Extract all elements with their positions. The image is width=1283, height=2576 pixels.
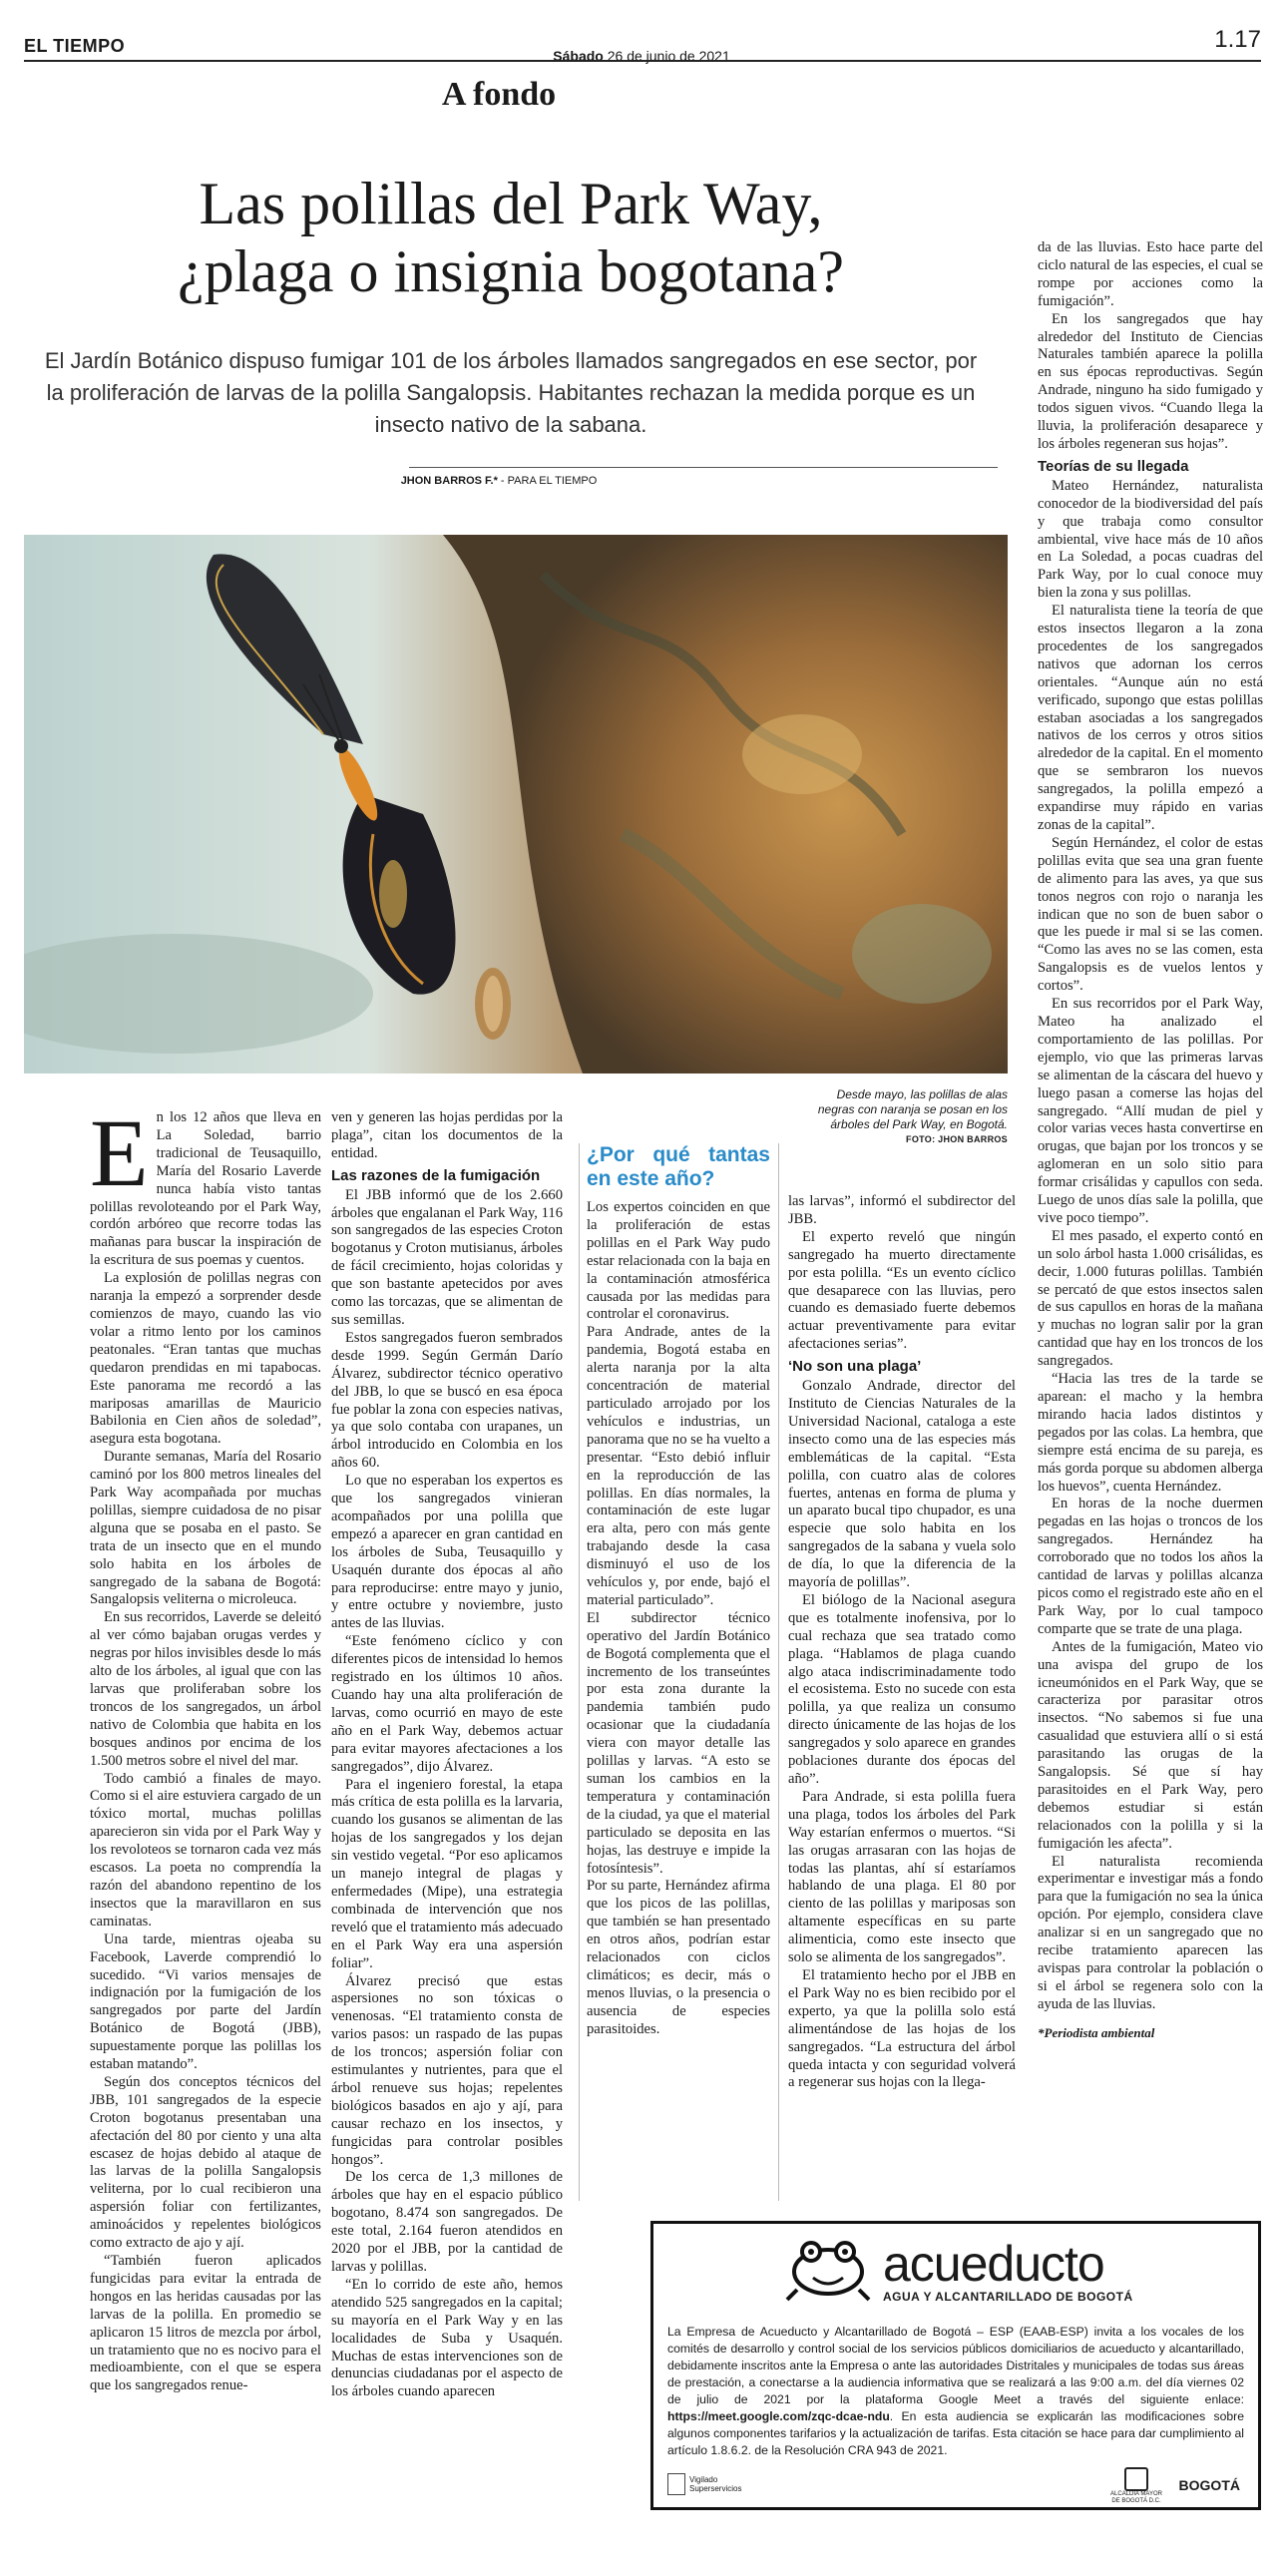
- alcaldia-label: ALCALDÍA MAYOR DE BOGOTÁ D.C.: [1110, 2491, 1162, 2504]
- alcaldia-seal: [1108, 2467, 1164, 2505]
- subheading: Las razones de la fumigación: [331, 1166, 541, 1184]
- paragraph: El tratamiento hecho por el JBB en el Park Way no es bien recibido por el experto, ya que la polilla solo está alimentándose de las hojas de los sangregados. “La estructura del árbol queda intacta y con seguridad volverá a regenerar sus hojas con la llega-: [788, 1966, 1016, 2091]
- ad-footer: [667, 2463, 1244, 2503]
- paragraph: Para el ingeniero forestal, la etapa más crítica de esta polilla es la larvaria, cuando los gusanos se alimentan de las hojas de los sangregados y los dejan sin vestido vegetal. “Por eso aplicamos un manejo integral de plagas y enfermedades (Mipe), una estrategia combinada de intervención que nos reveló que el tratamiento más adecuado en el Park Way era una aspersión foliar”.: [331, 1776, 563, 1971]
- paragraph: Lo que no esperaban los expertos es que los sangregados vinieran acompañados por una polilla que empezó a aparecer en gran cantidad en los árboles de Suba, Teusaquillo y Usaquén durante dos épocas al año para reproducirse: entre mayo y junio, y entre octubre y noviembre, justo antes de las lluvias.: [331, 1473, 563, 1632]
- paragraph: “También fueron aplicados fungicidas para evitar la entrada de hongos en las heridas causadas por las larvas de la polilla. En promedio se aplicaron 15 litros de mezcla por árbol, un tratamiento que no es nocivo para el medioambiente, con el que se espera que los sangregados renue-: [90, 2253, 321, 2394]
- paragraph: “Este fenómeno cíclico y con diferentes picos de intensidad lo hemos registrado en los últimos 10 años. Cuando hay una alta proliferación de larvas, como ocurrió en mayo de este año en el Park Way, debemos actuar para evitar mayores afectaciones a los sangregados”, dijo Álvarez.: [331, 1633, 563, 1775]
- sidebar-title: ¿Por qué tantas en este año?: [587, 1143, 770, 1190]
- article-column-4: [788, 1193, 1016, 2221]
- article-column-1: [90, 1109, 321, 2576]
- masthead: EL TIEMPO: [24, 36, 126, 56]
- ad-body: [667, 2324, 1244, 2459]
- deck: El Jardín Botánico dispuso fumigar 101 de los árboles llamados sangregados en ese sector, por la proliferación de larvas de la polilla Sangalopsis. Habitantes rechazan la medida porque es un insecto nativo de la sabana.: [44, 348, 978, 437]
- sidebar-divider: [579, 1143, 580, 2201]
- paragraph: Los expertos coinciden en que la proliferación de estas polillas en el Park Way pudo estar relacionada con la baja en la contaminación atmosférica causada por las medidas para controlar el coronavirus.: [587, 1199, 770, 1323]
- paragraph: Antes de la fumigación, Mateo vio una avispa del grupo de los icneumónidos en el Park Way, que se caracteriza por parasitar otros insectos. “No sabemos si fue una casualidad que estuviera allí o si está parasitando las orugas de la Sangalopsis. Sé que sí hay parasitoides en el Park Way, pero debemos estudiar si están relacionados con la polilla y si la fumigación les afecta”.: [1038, 1638, 1263, 1852]
- paragraph: El biólogo de la Nacional asegura que es totalmente inofensiva, por lo cual rechaza que sea tratado como plaga. “Hablamos de plaga cuando algo ataca indiscriminadamente todo el ecosistema. Esto no sucede con esta polilla, ya que realiza un consumo directo únicamente de las hojas de los sangregados y solo aparece en grandes poblaciones durante dos épocas del año”.: [788, 1591, 1016, 1787]
- headline-line2: ¿plaga o insignia bogotana?: [177, 238, 845, 304]
- vigilado-label: Vigilado Superservicios: [689, 2475, 742, 2493]
- article-column-2: [331, 1109, 563, 2576]
- drop-cap: E: [90, 1109, 149, 1206]
- paragraph-text: n los 12 años que lleva en La Soledad, barrio tradicional de Teusaquillo, María del Rosario Laverde nunca había visto tantas polillas revoloteando por el Park Way, cordón arbóreo que recorre todas las mañanas para buscar la inspiración de la escritura de sus poemas y cuentos.: [90, 1109, 321, 1269]
- paragraph: El mes pasado, el experto contó en un solo árbol hasta 1.000 crisálidas, es decir, 1.000 futuras polillas. También se percató de que estos insectos salen de sus capullos en horas de la mañana y muchas no logran salir por la gran cantidad que hay en los troncos de los sangregados.: [1038, 1227, 1263, 1370]
- frog-icon: [783, 2238, 873, 2302]
- ad-brand: acueducto: [883, 2236, 1104, 2292]
- meet-link[interactable]: https://meet.google.com/zqc-dcae-ndu: [667, 2409, 890, 2423]
- byline-role: - PARA EL TIEMPO: [497, 475, 598, 487]
- paragraph: Mateo Hernández, naturalista conocedor de la biodiversidad del país y que trabaja como consultor ambiental, vive hace más de 10 años en La Soledad, a pocas cuadras del Park Way, por lo cual conoce muy bien la zona y sus polillas.: [1038, 477, 1263, 602]
- paragraph: Por su parte, Hernández afirma que los picos de las polillas, que también se han presentado en otros años, podrían estar relacionados con ciclos climáticos; es decir, más o menos lluvias, o la presencia o ausencia de especies parasitoides.: [587, 1878, 770, 2037]
- photo-caption: [798, 1087, 1008, 1147]
- moth-photo: [24, 535, 1008, 1073]
- paragraph: En sus recorridos, Laverde se deleitó al ver cómo bajaban orugas verdes y negras por hilos invisibles desde lo más alto de los árboles, al igual que con las larvas que proliferaban sobre los troncos de los sangregados, un árbol nativo de Colombia que habita en los bosques andinos por encima de los 1.500 metros sobre el nivel del mar.: [90, 1609, 321, 1769]
- date-day: Sábado: [553, 48, 604, 64]
- paragraph: Todo cambió a finales de mayo. Como si el aire estuviera cargado de un tóxico mortal, muchas polillas aparecieron sin vida por el Park Way y los revoloteos se tornaron cada vez más escasos. La poeta no comprendía la razón del abandono repentino de los insectos que la maravillaron en sus caminatas.: [90, 1770, 321, 1930]
- top-rule: [24, 60, 1261, 62]
- moth-photo-illustration: [24, 535, 1008, 1073]
- paragraph: “Hacia las tres de la tarde se aparean: el macho y la hembra mirando hacia lados distintos y pegados por las colas. La hembra, que siempre está encima de su pareja, es más gorda porque su abdomen alberga los huevos”, cuenta Hernández.: [1038, 1371, 1263, 1495]
- paragraph: Según Hernández, el color de estas polillas evita que sea una gran fuente de alimento para las aves, ya que sus tonos negros con rojo o naranja les indican que no son de buen sabor o que les puede ir mal si se las comen. “Como las aves no se las comen, esta Sangalopsis es de vuelos lentos y cortos”.: [1038, 834, 1263, 995]
- byline-name: JHON BARROS F.*: [400, 475, 498, 487]
- paragraph: En los sangregados que hay alrededor del Instituto de Ciencias Naturales también aparece la polilla en sus épocas reproductivas. Según Andrade, ninguno ha sido fumigado y todos siguen vivos. “Cuando llega la lluvia, la proliferación desaparece y los árboles regeneran sus hojas”.: [1038, 310, 1263, 452]
- acueducto-logo: [783, 2238, 1142, 2302]
- bogota-logo: BOGOTÁ: [1178, 2477, 1240, 2493]
- paragraph: En sus recorridos por el Park Way, Mateo ha analizado el comportamiento de las polillas. Por ejemplo, vio que las primeras larvas se alimentan de la cáscara del huevo y luego pasan a comerse las hojas del sangregado. “Allí mudan de piel y color varias veces hasta convertirse en orugas, que bajan por los troncos y se aglomeran en un solo sitio para formar crisálidas y capullos con seda. Luego de unos días sale la polilla, que vive poco tiempo”.: [1038, 996, 1263, 1226]
- paragraph: “En lo corrido de este año, hemos atendido 525 sangregados en la capital; su mayoría en el Park Way y en las localidades de Suba y Usaquén. Muchas de estas intervenciones son de denuncias ciudadanas por el aspecto de los árboles cuando aparecen: [331, 2276, 563, 2400]
- photo-credit: FOTO: JHON BARROS: [906, 1134, 1008, 1144]
- headline-line1: Las polillas del Park Way,: [199, 171, 823, 236]
- ad-brand-sub: AGUA Y ALCANTARILLADO DE BOGOTÁ: [883, 2290, 1133, 2304]
- paragraph: Según dos conceptos técnicos del JBB, 101 sangregados de la especie Croton bogotanus presentaban una afectación del 80 por ciento y una alta escasez de hojas debido al ataque de las larvas de la polilla Sangalopsis veliterna, por lo cual recibieron una aspersión foliar con fertilizantes, aminoácidos y repelentes biológicos como extracto de ajo y ají.: [90, 2073, 321, 2252]
- page-number: 1.17: [1214, 26, 1261, 53]
- paragraph: El naturalista tiene la teoría de que estos insectos llegaron a la zona procedentes de los sangregados nativos que adornan los cerros orientales. “Aunque aún no está verificado, supongo que estas polillas estaban asociadas a los sangregados nativos de los cerros y otros sitios alrededor de la capital. En el momento que se sembraron los nuevos sangregados, la polilla empezó a expandirse muy rápido en varias zonas de la capital”.: [1038, 603, 1263, 833]
- paragraph: El JBB informó que de los 2.660 árboles que engalanan el Park Way, 116 son sangregados de las especies Croton bogotanus y Croton mutisianus, árboles de fácil crecimiento, hojas coloridas y que son bastante apetecidos por aves como las torcazas, que se alimentan de sus semillas.: [331, 1186, 563, 1328]
- paragraph: [90, 1109, 321, 1270]
- paragraph: El experto reveló que ningún sangregado ha muerto directamente por esta polilla. “Es un evento cíclico que desaparece con las lluvias, pero cuando es demasiado fuerte debemos actuar preventivamente para evitar afectaciones serias”.: [788, 1228, 1016, 1353]
- seal-icon: [1124, 2467, 1148, 2491]
- paragraph: El naturalista recomienda experimentar e investigar más a fondo para que la fumigación no sea la única opción. Por ejemplo, considera clave analizar si en un sangregado que no recibe tratamiento aparecen las avispas para controlar la población o si el árbol se regenera solo con la ayuda de las lluvias.: [1038, 1853, 1263, 2012]
- paragraph: Para Andrade, si esta polilla fuera una plaga, todos los árboles del Park Way estarían enfermos o muertos. “Si las orugas arrasaran con las hojas de todas las plantas, ahí sí estaríamos hablando de una plaga. El 80 por ciento de las polillas y mariposas son altamente específicas en su parte alimenticia, como este insecto que solo se alimenta de los sangregados”.: [788, 1788, 1016, 1966]
- author-footnote: *Periodista ambiental: [1038, 2024, 1155, 2040]
- paragraph: Estos sangregados fueron sembrados desde 1999. Según Germán Darío Álvarez, subdirector técnico operativo del JBB, lo que se buscó en esa época fue poblar la zona con especies nativas, ya que solo contaba con urapanes, un árbol introducido en Colombia en los años 60.: [331, 1329, 563, 1472]
- paragraph: ven y generen las hojas perdidas por la plaga”, citan los documentos de la entidad.: [331, 1109, 563, 1161]
- section-title: A fondo: [441, 76, 557, 113]
- byline: [0, 475, 998, 487]
- superservicios-icon: [667, 2473, 685, 2495]
- ad-body-part1: La Empresa de Acueducto y Alcantarillado de Bogotá – ESP (EAAB-ESP) invita a los vocales de los comités de desarrollo y control social de los servicios públicos domiciliarios de acueducto y alcantarillado, debidamente inscritos ante la Empresa o ante las autoridades Distritales y municipales de todas sus áreas de prestación, a conectarse a la audiencia informativa que se realizará a las 9:00 a.m. del día viernes 02 de julio de 2021 por la plataforma Google Meet a través del siguiente enlace:: [667, 2325, 1244, 2406]
- paragraph: Gonzalo Andrade, director del Instituto de Ciencias Naturales de la Universidad Nacional, cataloga a este insecto como una de las especies más emblemáticas de la capital. “Esta polilla, con cuatro alas de colores fuertes, antenas en forma de pluma y un aparato bucal tipo chupador, es una especie que solo habita en los sangregados de la sabana y vuela solo de día, lo que la diferencia de la mayoría de polillas”.: [788, 1378, 1016, 1591]
- paragraph: las larvas”, informó el subdirector del JBB.: [788, 1193, 1016, 1227]
- paragraph: Álvarez precisó que estas aspersiones no son tóxicas o venenosas. “El tratamiento consta de varios pasos: un raspado de las pupas de los troncos; aspersión foliar con estimulantes y nutrientes, para que el árbol renueve sus hojas; repelentes biológicos basados en ajo y ají, para causar rechazo en los insectos, y fungicidas para controlar posibles hongos”.: [331, 1972, 563, 2168]
- sidebar-divider: [778, 1143, 779, 2201]
- byline-rule: [409, 467, 998, 468]
- paragraph: Para Andrade, antes de la pandemia, Bogotá estaba en alerta naranja por la alta concentración de material particulado arrojado por los vehículos e industrias, un panorama que no se ha vuelto a presentar. “Esto debió influir en la reproducción de las polillas. En días normales, la contaminación de este lugar era alta, pero con más gente trabajando desde la casa disminuyó el uso de los vehículos y, por ende, bajó el material particulado”.: [587, 1324, 770, 1608]
- paragraph: La explosión de polillas negras con naranja la empezó a sorprender desde comienzos de mayo, cuando las vio volar a ritmo lento por los caminos peatonales. “Eran tantas que muchas quedaron prendidas en mi tapabocas. Este panorama me recordó a las mariposas amarillas de Mauricio Babilonia en Cien años de soledad”, asegura esta bogotana.: [90, 1270, 321, 1448]
- paragraph: De los cerca de 1,3 millones de árboles que hay en el espacio público bogotano, 8.474 son sangregados. De este total, 2.164 fueron atendidos en 2020 por el JBB, por la cantidad de larvas y polillas.: [331, 2169, 563, 2275]
- photo-caption-text: Desde mayo, las polillas de alas negras con naranja se posan en los árboles del Park Way, en Bogotá.: [817, 1087, 1008, 1131]
- paragraph: Durante semanas, María del Rosario caminó por los 800 metros lineales del Park Way acompañada por muchas polillas, siempre cuidadosa de no pisar alguna que se posaba en el pasto. Se trata de un insecto que en el mundo solo habita en los árboles de sangregado de la sabana de Bogotá: Sangalopsis veliterna o microleuca.: [90, 1449, 321, 1608]
- subheading: Teorías de su llegada: [1038, 457, 1189, 475]
- article-column-5: [1038, 239, 1263, 2105]
- acueducto-ad: [650, 2221, 1261, 2510]
- date-rest: 26 de junio de 2021: [603, 48, 730, 64]
- ad-body-part2: . En esta audiencia se explicarán las modificaciones sobre algunos componentes tarifarios y la actualización de tarifas. Esta citación se hace para dar cumplimiento al artículo 1.8.6.2. de la Resolución CRA 943 de 2021.: [667, 2409, 1244, 2457]
- paragraph: El subdirector técnico operativo del Jardín Botánico de Bogotá complementa que el incremento de los transeúntes por esta zona durante la pandemia también pudo ocasionar que la ciudadanía viera con mayor detalle las polillas y larvas. “A esto se suman los cambios en la temperatura y contaminación de la ciudad, ya que el material particulado se deposita en las hojas, las destruye e impide la fotosíntesis”.: [587, 1609, 770, 1877]
- paragraph: da de las lluvias. Esto hace parte del ciclo natural de las especies, el cual se rompe por acciones como la fumigación”.: [1038, 239, 1263, 309]
- paragraph: En horas de la noche duermen pegadas en las hojas o troncos de los sangregados. Hernández ha corroborado que no todos los años la cantidad de larvas y polillas alcanza picos como el registrado este año en el Park Way, por lo cual tampoco comparte que se trate de una plaga.: [1038, 1496, 1263, 1637]
- headline: [24, 170, 998, 305]
- paragraph: Una tarde, mientras ojeaba su Facebook, Laverde comprendió lo sucedido. “Vi varios mensajes de indignación por la fumigación de los sangregados por parte del Jardín Botánico de Bogotá (JBB), supuestamente porque las polillas los estaban matando”.: [90, 1931, 321, 2073]
- subheading: ‘No son una plaga’: [788, 1358, 922, 1376]
